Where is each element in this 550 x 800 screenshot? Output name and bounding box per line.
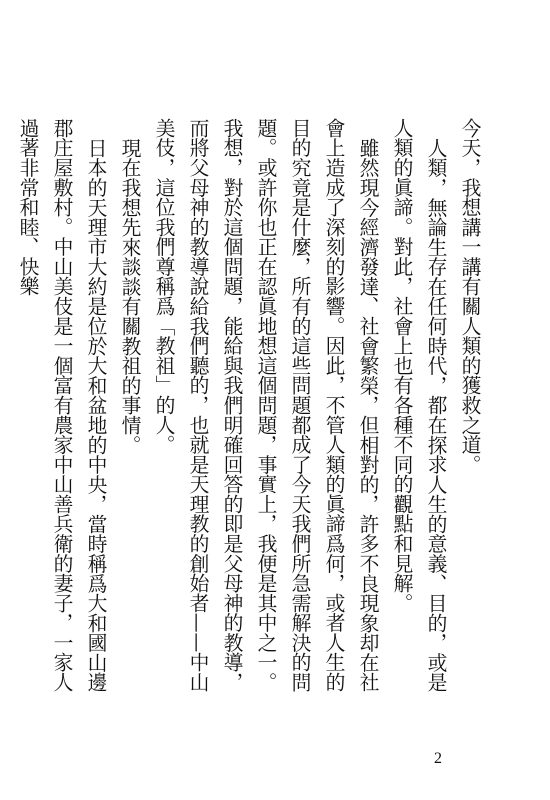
paragraph-about-foundress: 現在我想先來談談有關教祖的事情。 <box>118 137 141 455</box>
vertical-text-body <box>16 118 486 708</box>
paragraph-social-problems: 雖然現今經濟發達、社會繁榮，但相對的，許多不良現象却在社會上造成了深刻的影響。因此，不管人類的眞諦爲何，或者人生的目的究竟是什麼，所有的這些問題都成了今天我們所急需解決的問題。或許你也正在認眞地想這個問題，事實上，我便是其中之一。我想，對於這個問題，能給與我們明確回答的即是父母神的教導，而將父母神的教導說給我們聽的，也就是天理教的創始者——中山美伎，這位我們尊稱爲「教祖」的人。 <box>152 118 379 692</box>
paragraph-tenri-city: 日本的天理市大約是位於大和盆地的中央，當時稱爲大和國山邊郡庄屋敷村。中山美伎是一個富有農家中山善兵衛的妻子，一家人過著非常和睦、快樂 <box>16 118 107 692</box>
paragraph-meaning-of-life: 人類，無論生存在任何時代，都在探求人生的意義、目的，或是人類的眞諦。對此，社會上也有各種不同的觀點和見解。 <box>390 118 447 692</box>
paragraph-intro: 今天，我想講一講有關人類的獲救之道。 <box>458 118 481 475</box>
page-number: 2 <box>434 750 442 767</box>
